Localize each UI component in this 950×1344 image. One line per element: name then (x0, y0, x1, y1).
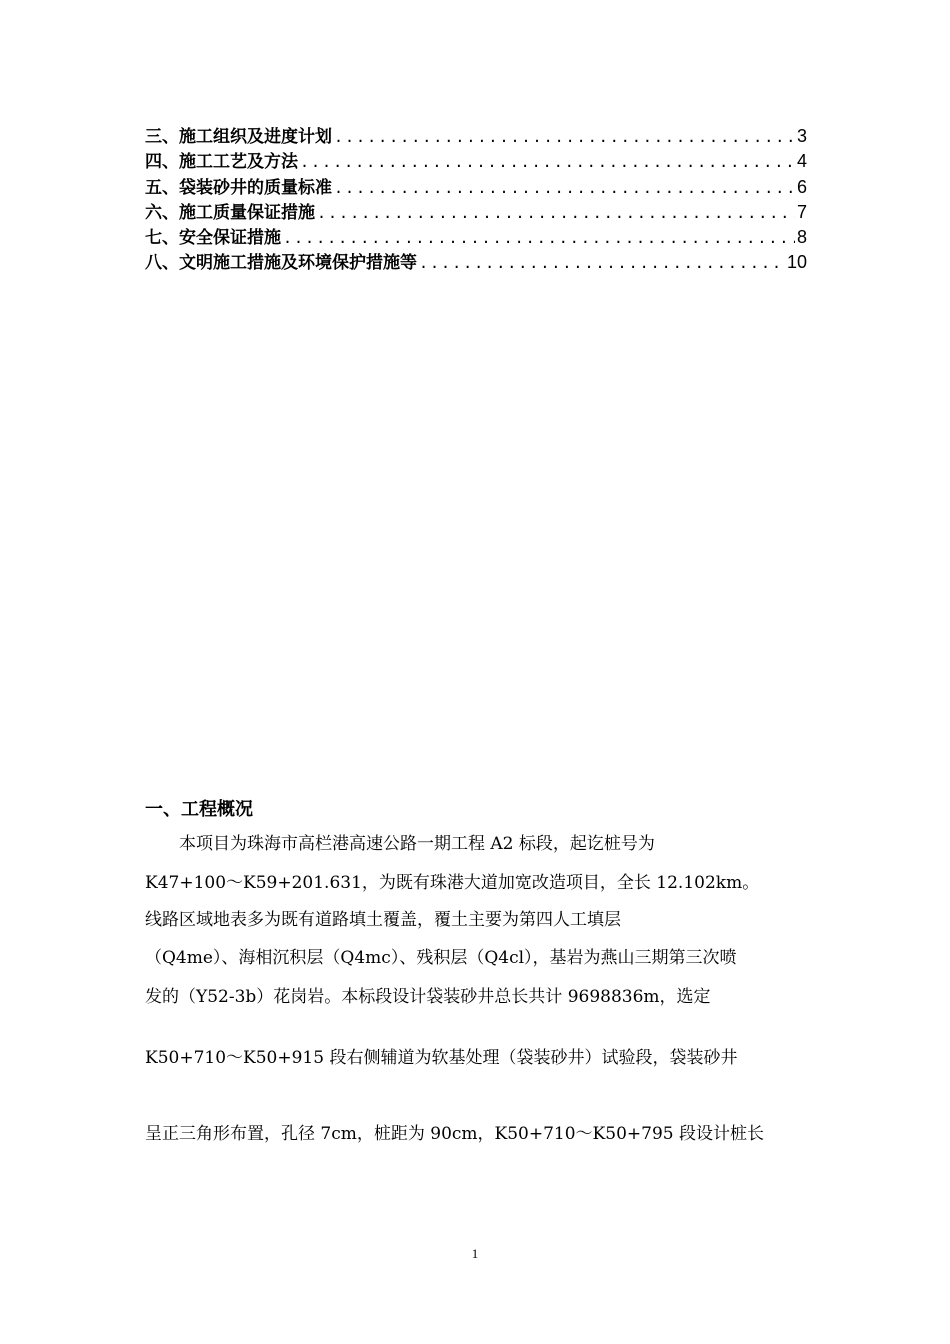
toc-entry-title: 六、施工质量保证措施 (145, 202, 315, 223)
body-line: 本项目为珠海市高栏港高速公路一期工程 A2 标段，起讫桩号为 (145, 834, 655, 854)
toc-leader-dots (419, 251, 785, 276)
toc-leader-dots (334, 125, 795, 150)
toc-entry-title: 八、文明施工措施及环境保护措施等 (145, 253, 417, 274)
page-number: 1 (471, 1246, 479, 1261)
toc-entry-page: 8 (796, 227, 807, 248)
table-of-contents (145, 124, 807, 276)
body-line: K47+100～K59+201.631，为既有珠港大道加宽改造项目，全长 12.102km。 (145, 873, 760, 893)
toc-entry-title: 四、施工工艺及方法 (145, 152, 298, 173)
toc-entry[interactable] (145, 175, 807, 200)
body-line: 线路区域地表多为既有道路填土覆盖，覆土主要为第四人工填层 (145, 910, 621, 930)
toc-entry-title: 五、袋装砂井的质量标准 (145, 177, 332, 198)
toc-entry[interactable] (145, 124, 807, 149)
toc-leader-dots (300, 150, 795, 175)
toc-entry-page: 4 (796, 151, 807, 172)
toc-entry[interactable] (145, 149, 807, 174)
toc-entry-title: 三、施工组织及进度计划 (145, 127, 332, 147)
body-line: K50+710～K50+915 段右侧辅道为软基处理（袋装砂井）试验段，袋装砂井 (145, 1048, 738, 1068)
section-heading: 一、工程概况 (145, 799, 253, 820)
toc-entry[interactable] (145, 225, 807, 250)
body-line: 呈正三角形布置，孔径 7cm，桩距为 90cm，K50+710～K50+795 段设计桩长 (145, 1124, 764, 1144)
body-line: 发的（Y52-3b）花岗岩。本标段设计袋装砂井总长共计 9698836m，选定 (145, 987, 711, 1007)
toc-entry-page: 7 (796, 201, 807, 222)
toc-entry-title: 七、安全保证措施 (145, 228, 281, 249)
toc-leader-dots (283, 226, 795, 251)
toc-leader-dots (317, 201, 795, 226)
toc-entry-page: 6 (796, 176, 807, 197)
toc-entry[interactable] (145, 200, 807, 225)
toc-leader-dots (334, 176, 795, 201)
toc-entry-page: 3 (796, 126, 807, 146)
toc-entry-page: 10 (786, 252, 807, 273)
body-line: （Q4me）、海相沉积层（Q4mc）、残积层（Q4cl），基岩为燕山三期第三次喷 (145, 948, 737, 968)
toc-entry[interactable] (145, 250, 807, 275)
